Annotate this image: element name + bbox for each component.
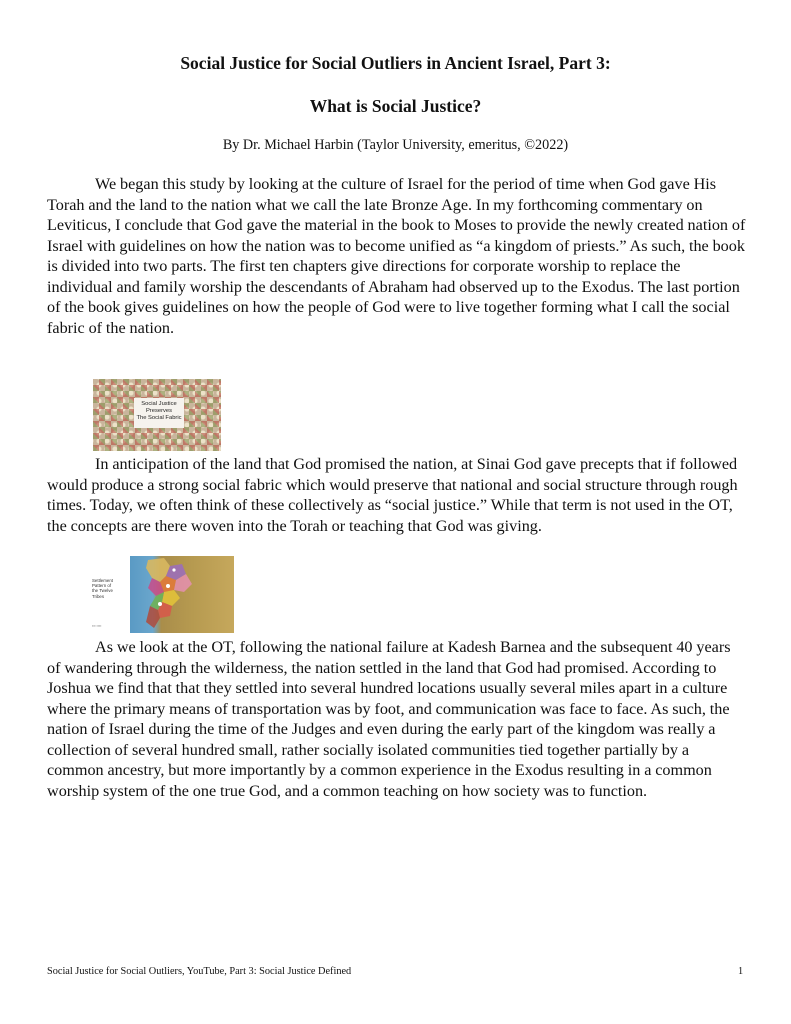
map-caption-line: the Twelve xyxy=(92,588,113,594)
quilt-image-label xyxy=(134,398,184,428)
quilt-label-line: Social Justice xyxy=(141,401,177,407)
page-number: 1 xyxy=(738,966,744,977)
page-footer: Social Justice for Social Outliers, YouTube, Part 3: Social Justice Defined xyxy=(47,966,352,977)
document-subtitle: What is Social Justice? xyxy=(309,96,482,116)
document-title: Social Justice for Social Outliers in Ancient Israel, Part 3: xyxy=(180,53,611,73)
map-credit-mark: ▪▪▪ ▪▪▪▪ xyxy=(92,624,102,628)
paragraph-2: In anticipation of the land that God promised the nation, at Sinai God gave precepts that if followed would produce a strong social fabric which would preserve that national and social structure through rough times. Today, we often think of these collectively as “social justice.” While that term is not used in the OT, the concepts are there woven into the Torah or teaching that God was giving. xyxy=(47,455,738,535)
quilt-image xyxy=(93,379,221,451)
map-caption xyxy=(92,578,132,599)
tribes-map-image xyxy=(86,556,234,633)
map-caption-line: Pattern of xyxy=(92,583,112,589)
quilt-label-line: The Social Fabric xyxy=(136,415,182,421)
map-caption-line: Tribes xyxy=(92,593,105,599)
author-byline: By Dr. Michael Harbin (Taylor University, emeritus, ©2022) xyxy=(222,137,569,153)
paragraph-3: As we look at the OT, following the national failure at Kadesh Barnea and the subsequent 40 years of wandering through the wilderness, the nation settled in the land that God had promised. According to Joshua we find that that they settled into several hundred locations usually several miles apart in a culture where the primary means of transportation was by foot, and communication was face to face. As such, the nation of Israel during the time of the Judges and even during the early part of the kingdom was really a collection of several hundred small, rather socially isolated communities tied together partially by a common ancestry, but more importantly by a common experience in the Exodus resulting in a common worship system of the one true God, and a common teaching on how society was to function. xyxy=(47,638,731,800)
paragraph-1: We began this study by looking at the culture of Israel for the period of time when God gave His Torah and the land to the nation what we call the late Bronze Age. In my forthcoming commentary on Leviticus, I conclude that God gave the material in the book to Moses to provide the newly created nation of Israel with guidelines on how the nation was to become unified as “a kingdom of priests.” As such, the book is divided into two parts. The first ten chapters give directions for corporate worship to replace the individual and family worship the descendants of Abraham had observed up to the Exodus. The last portion of the book gives guidelines on how the people of God were to live together forming what I call the social fabric of the nation. xyxy=(47,175,746,337)
map-graphic xyxy=(130,556,234,633)
quilt-label-line: Preserves xyxy=(145,408,173,414)
map-regions-graphic xyxy=(130,556,234,633)
map-caption-line: Settlement xyxy=(92,578,113,583)
